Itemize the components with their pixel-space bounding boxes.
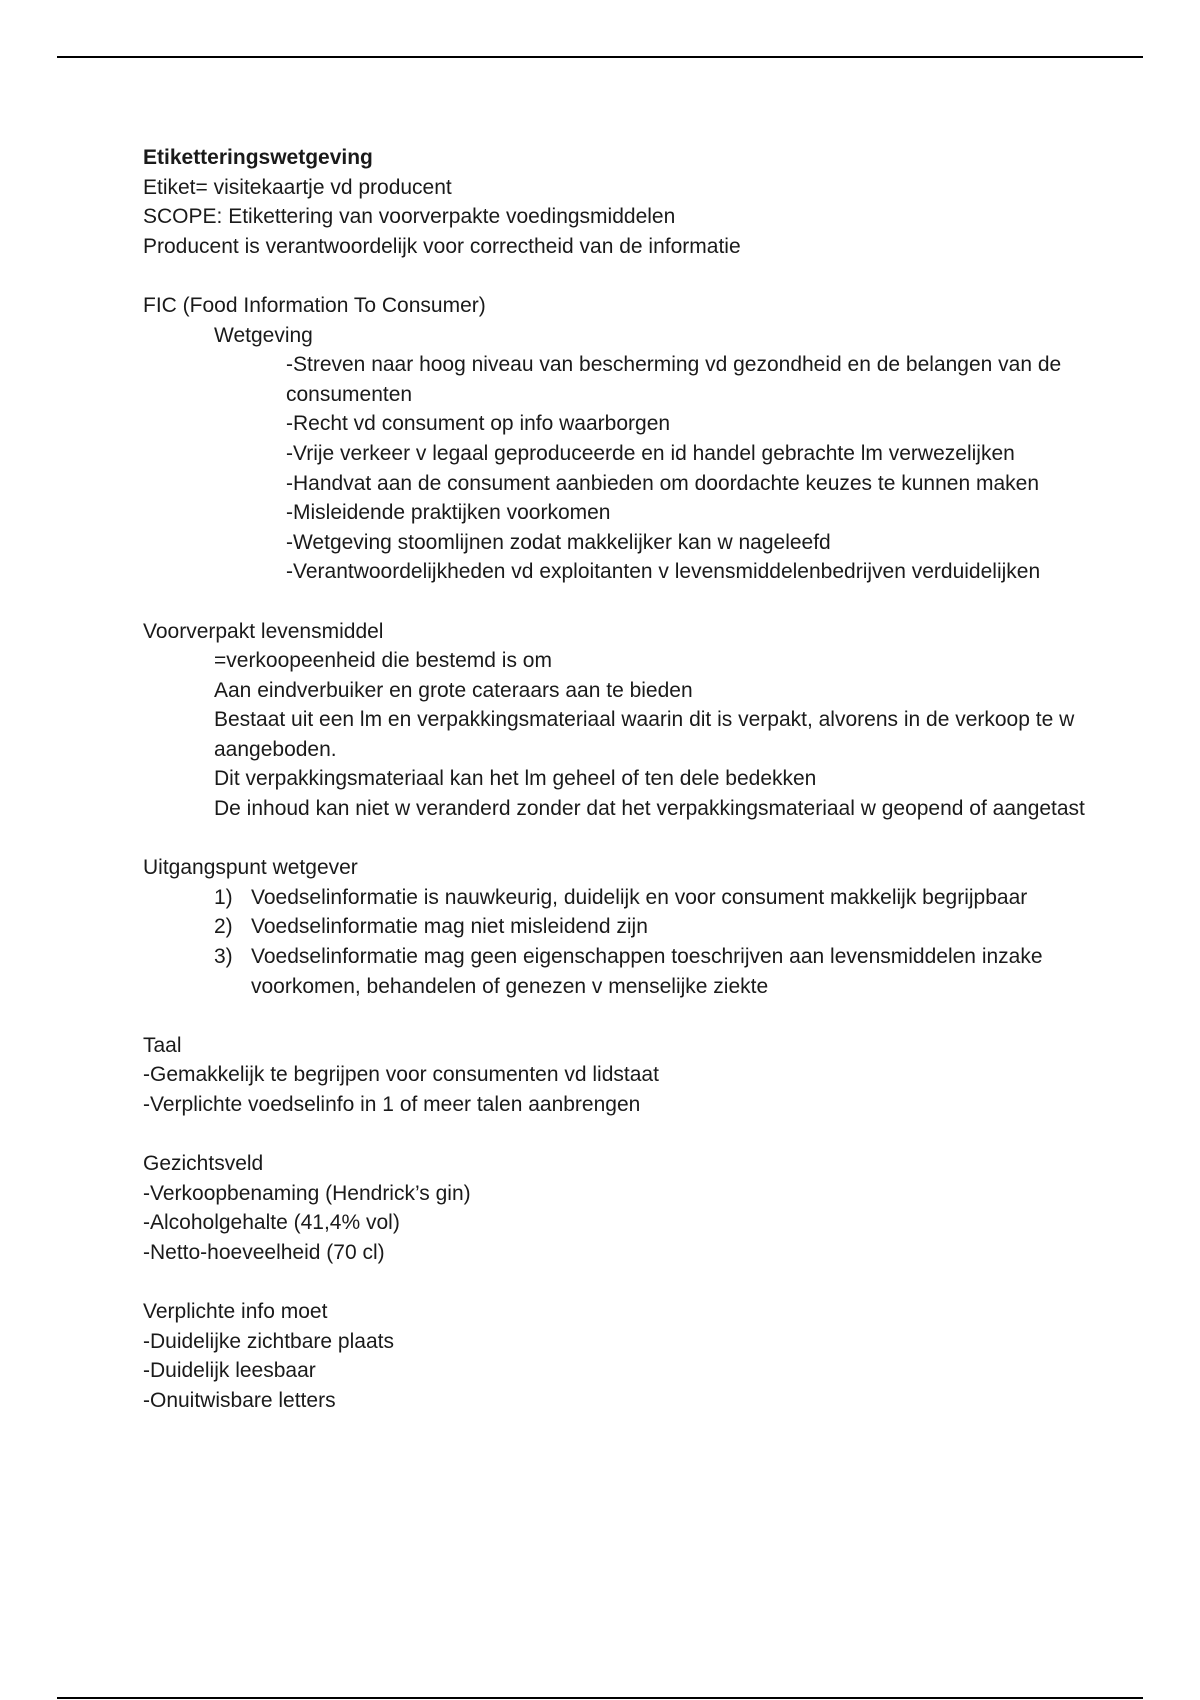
section-verplicht — [143, 1297, 1103, 1415]
list-item: -Duidelijke zichtbare plaats — [143, 1329, 394, 1353]
item-number: 1) — [214, 885, 233, 909]
list-item: -Handvat aan de consument aanbieden om doordachte keuzes te kunnen maken — [286, 471, 1040, 495]
list-item: -Gemakkelijk te begrijpen voor consumenten vd lidstaat — [143, 1063, 659, 1087]
section-heading: Gezichtsveld — [143, 1152, 264, 1176]
list-item: Bestaat uit een lm en verpakkingsmateriaal waarin dit is verpakt, alvorens in de verkoop te w aangeboden. — [214, 708, 1075, 761]
section-heading: Verplichte info moet — [143, 1300, 328, 1324]
list-item: -Misleidende praktijken voorkomen — [286, 501, 611, 525]
numbered-item — [143, 883, 1103, 913]
item-text: Voedselinformatie mag geen eigenschappen toeschrijven aan levensmiddelen inzake voorkomen, behandelen of genezen v menselijke ziekte — [251, 945, 1043, 998]
item-number: 2) — [214, 915, 233, 939]
item-number: 3) — [214, 945, 233, 969]
list-item: -Duidelijk leesbaar — [143, 1359, 316, 1383]
list-item: -Recht vd consument op info waarborgen — [286, 412, 671, 436]
spacer — [143, 824, 1103, 854]
section-heading: Uitgangspunt wetgever — [143, 856, 358, 880]
section-heading: Taal — [143, 1033, 182, 1057]
list-item: De inhoud kan niet w veranderd zonder dat het verpakkingsmateriaal w geopend of aangetast — [214, 797, 1085, 821]
spacer — [143, 261, 1103, 291]
section-gezichtsveld — [143, 1149, 1103, 1267]
section-voorverpakt — [143, 617, 1103, 824]
list-item: -Verplichte voedselinfo in 1 of meer talen aanbrengen — [143, 1093, 641, 1116]
section-uitgangspunt — [143, 853, 1103, 1001]
list-item: -Verkoopbenaming (Hendrick’s gin) — [143, 1181, 471, 1205]
intro-line: Producent is verantwoordelijk voor correctheid van de informatie — [143, 234, 741, 258]
list-item: -Alcoholgehalte (41,4% vol) — [143, 1211, 400, 1235]
list-item: -Streven naar hoog niveau van bescherming vd gezondheid en de belangen van de consumenten — [286, 353, 1062, 406]
footer-rule — [57, 1697, 1143, 1699]
spacer — [143, 1001, 1103, 1031]
spacer — [143, 1120, 1103, 1150]
intro-line: Etiket= visitekaartje vd producent — [143, 175, 452, 199]
list-item: -Verantwoordelijkheden vd exploitanten v levensmiddelenbedrijven verduidelijken — [286, 560, 1041, 584]
spacer — [143, 1268, 1103, 1298]
section-heading: Voorverpakt levensmiddel — [143, 619, 384, 643]
list-item: -Vrije verkeer v legaal geproduceerde en id handel gebrachte lm verwezelijken — [286, 441, 1015, 465]
item-text: Voedselinformatie is nauwkeurig, duidelijk en voor consument makkelijk begrijpbaar — [251, 885, 1028, 909]
document-title: Etiketteringswetgeving — [143, 146, 373, 169]
numbered-list — [143, 883, 1103, 1001]
numbered-item — [143, 942, 1103, 1001]
intro-line: SCOPE: Etikettering van voorverpakte voedingsmiddelen — [143, 205, 676, 229]
spacer — [143, 587, 1103, 617]
document-body — [143, 143, 1103, 1416]
sub-heading: Wetgeving — [214, 323, 313, 347]
section-taal — [143, 1031, 1103, 1120]
list-item: Dit verpakkingsmateriaal kan het lm geheel of ten dele bedekken — [214, 767, 817, 791]
header-rule — [57, 56, 1143, 58]
list-item: Aan eindverbuiker en grote cateraars aan te bieden — [214, 678, 693, 702]
list-item: -Onuitwisbare letters — [143, 1388, 336, 1412]
section-fic — [143, 291, 1103, 587]
list-item: -Wetgeving stoomlijnen zodat makkelijker kan w nageleefd — [286, 530, 831, 554]
list-item: =verkoopeenheid die bestemd is om — [214, 649, 552, 673]
section-heading: FIC (Food Information To Consumer) — [143, 293, 486, 317]
list-item: -Netto-hoeveelheid (70 cl) — [143, 1240, 385, 1264]
numbered-item — [143, 912, 1103, 942]
item-text: Voedselinformatie mag niet misleidend zijn — [251, 915, 648, 939]
